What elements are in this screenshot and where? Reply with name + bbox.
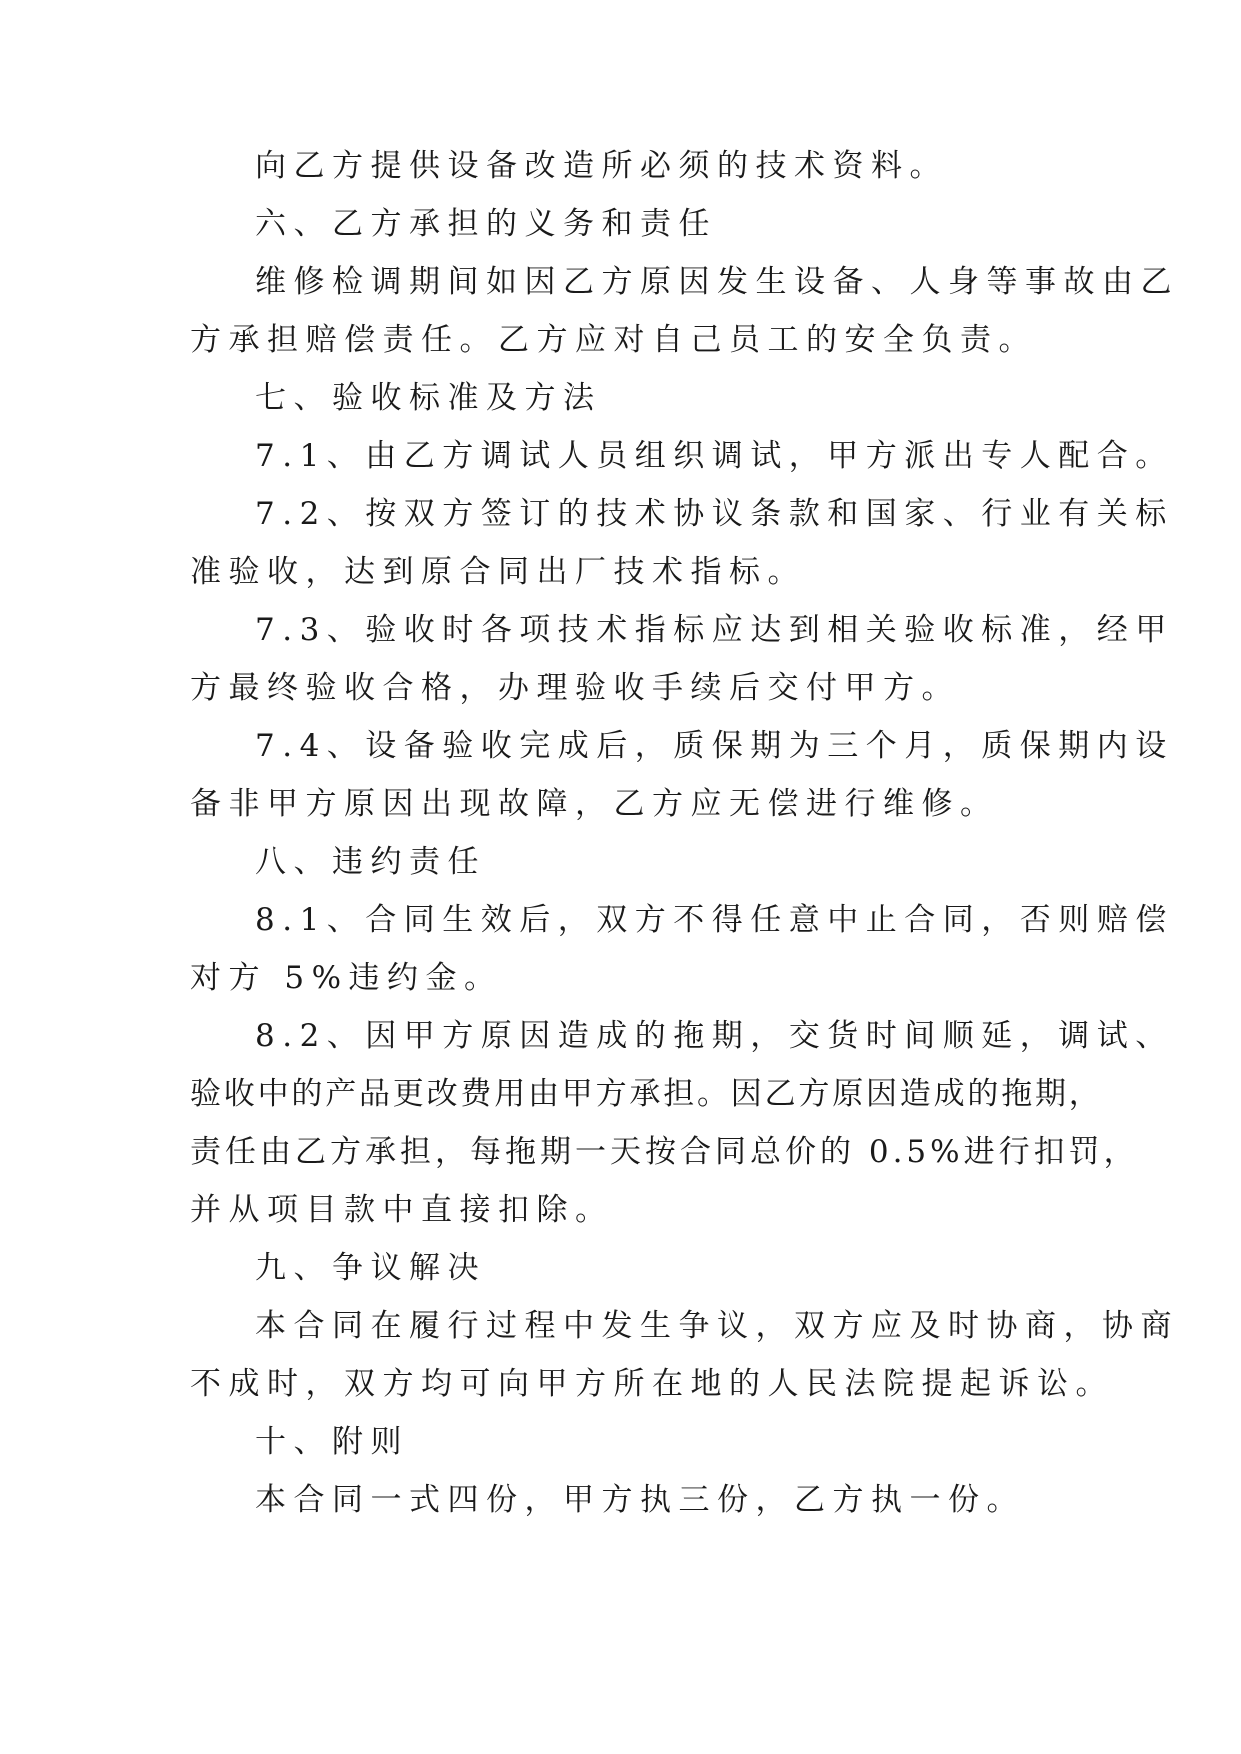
section-heading-8: 八、违约责任 — [255, 844, 486, 880]
clause-8-1: 8.1、合同生效后，双方不得任意中止合同，否则赔偿 — [255, 902, 1174, 938]
section-heading-9: 九、争议解决 — [255, 1250, 486, 1286]
paragraph-line: 对方 5%违约金。 — [190, 960, 503, 996]
paragraph-line: 维修检调期间如因乙方原因发生设备、人身等事故由乙 — [255, 264, 1179, 300]
clause-7-1: 7.1、由乙方调试人员组织调试，甲方派出专人配合。 — [255, 438, 1174, 474]
clause-7-2: 7.2、按双方签订的技术协议条款和国家、行业有关标 — [255, 496, 1174, 532]
paragraph-line: 方承担赔偿责任。乙方应对自己员工的安全负责。 — [190, 322, 1037, 358]
paragraph-line: 向乙方提供设备改造所必须的技术资料。 — [255, 148, 948, 184]
section-heading-10: 十、附则 — [255, 1424, 409, 1460]
paragraph-line: 不成时，双方均可向甲方所在地的人民法院提起诉讼。 — [190, 1366, 1114, 1402]
paragraph-line: 方最终验收合格，办理验收手续后交付甲方。 — [190, 670, 960, 706]
paragraph-line: 本合同一式四份，甲方执三份，乙方执一份。 — [255, 1482, 1025, 1518]
paragraph-line: 验收中的产品更改费用由甲方承担。因乙方原因造成的拖期， — [190, 1076, 1103, 1112]
paragraph-line: 并从项目款中直接扣除。 — [190, 1192, 614, 1228]
paragraph-line: 准验收，达到原合同出厂技术指标。 — [190, 554, 806, 590]
paragraph-line: 备非甲方原因出现故障，乙方应无偿进行维修。 — [190, 786, 999, 822]
clause-8-2: 8.2、因甲方原因造成的拖期，交货时间顺延，调试、 — [255, 1018, 1174, 1054]
clause-7-4: 7.4、设备验收完成后，质保期为三个月，质保期内设 — [255, 728, 1174, 764]
paragraph-line: 本合同在履行过程中发生争议，双方应及时协商，协商 — [255, 1308, 1179, 1344]
paragraph-line: 责任由乙方承担，每拖期一天按合同总价的 0.5%进行扣罚， — [190, 1134, 1139, 1170]
clause-7-3: 7.3、验收时各项技术指标应达到相关验收标准，经甲 — [255, 612, 1174, 648]
section-heading-7: 七、验收标准及方法 — [255, 380, 602, 416]
section-heading-6: 六、乙方承担的义务和责任 — [255, 206, 717, 242]
